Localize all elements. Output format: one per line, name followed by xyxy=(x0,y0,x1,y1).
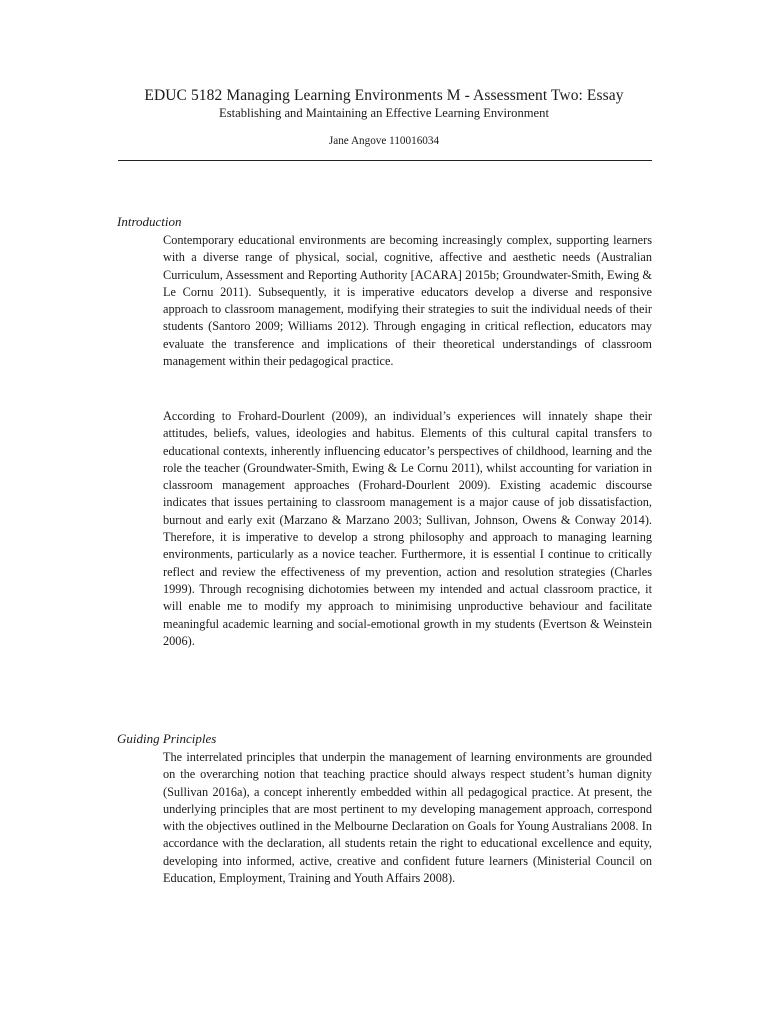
introduction-paragraph-2: According to Frohard-Dourlent (2009), an individual’s experiences will innately shape their attitudes, beliefs, values, ideologies and habitus. Elements of this cultural capital transfers to educational contexts, inherently influencing educator’s perspectives of childhood, learning and the role the teacher (Groundwater-Smith, Ewing & Le Cornu 2011), whilst accounting for variation in classroom management approaches (Frohard-Dourlent 2009). Existing academic discourse indicates that issues pertaining to classroom management is a major cause of job dissatisfaction, burnout and early exit (Marzano & Marzano 2003; Sullivan, Johnson, Owens & Conway 2014). Therefore, it is imperative to develop a strong philosophy and approach to managing learning environments, particularly as a novice teacher. Furthermore, it is essential I continue to critically reflect and review the effectiveness of my prevention, action and resolution strategies (Charles 1999). Through recognising dichotomies between my intended and actual classroom practice, it will enable me to modify my approach to minimising unproductive behaviour and facilitate meaningful academic learning and social-emotional growth in my students (Evertson & Weinstein 2006). xyxy=(163,409,652,648)
section-heading-introduction: Introduction xyxy=(117,214,182,229)
document-title: EDUC 5182 Managing Learning Environments M - Assessment Two: Essay xyxy=(144,87,624,104)
introduction-paragraph-1: Contemporary educational environments are becoming increasingly complex, supporting learners with a diverse range of physical, social, cognitive, affective and aesthetic needs (Australian Curriculum, Assessment and Reporting Authority [ACARA] 2015b; Groundwater-Smith, Ewing & Le Cornu 2011). Subsequently, it is imperative educators develop a diverse and responsive approach to classroom management, modifying their strategies to suit the individual needs of their students (Santoro 2009; Williams 2012). Through engaging in critical reflection, educators may evaluate the transference and implications of their theoretical understandings of classroom management within their pedagogical practice. xyxy=(163,233,652,369)
guiding-principles-paragraph-1: The interrelated principles that underpin the management of learning environments are grounded on the overarching notion that teaching practice should always respect student’s human dignity (Sullivan 2016a), a concept inherently embedded within all pedagogical practice. At present, the underlying principles that are most pertinent to my developing management approach, correspond with the objectives outlined in the Melbourne Declaration on Goals for Young Australians 2008. In accordance with the declaration, all students retain the right to educational excellence and equity, developing into informed, active, creative and confident future learners (Ministerial Council on Education, Employment, Training and Youth Affairs 2008). xyxy=(163,750,652,886)
section-heading-guiding-principles: Guiding Principles xyxy=(117,731,217,746)
author-line: Jane Angove 110016034 xyxy=(328,135,440,147)
document-subtitle: Establishing and Maintaining an Effective Learning Environment xyxy=(219,106,549,120)
title-divider xyxy=(118,160,652,161)
